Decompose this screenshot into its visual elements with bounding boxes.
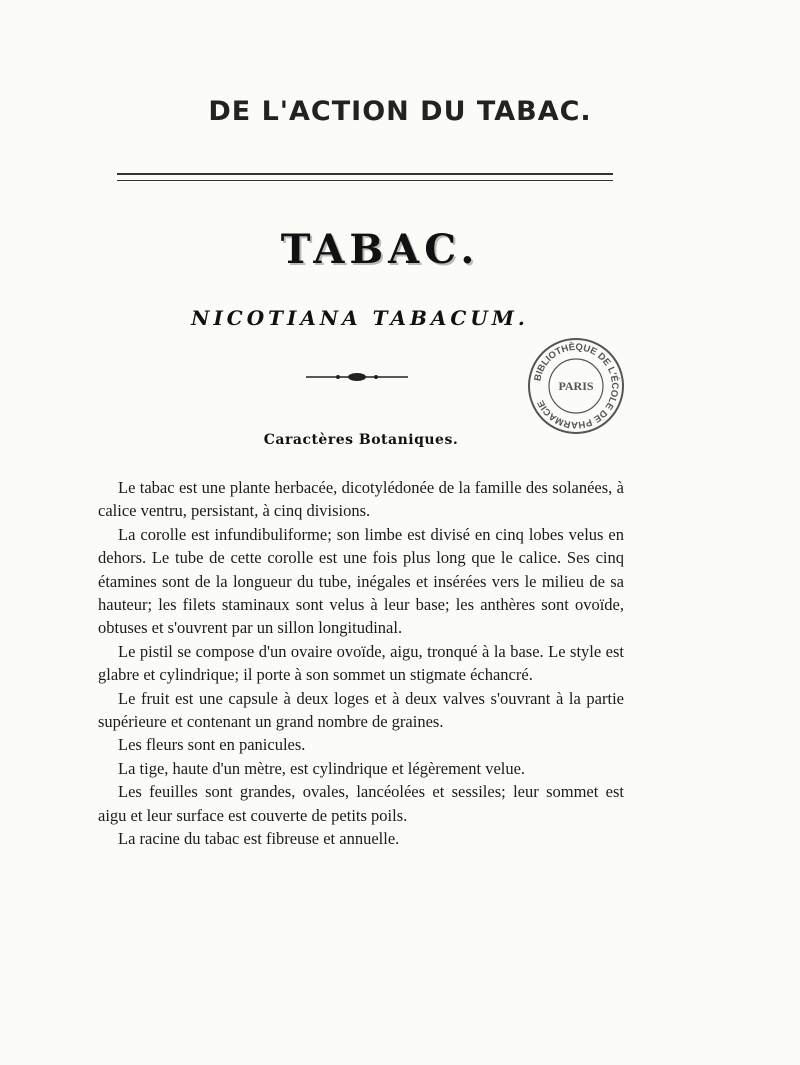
double-rule-bottom: [117, 180, 613, 181]
body-text: [98, 476, 624, 851]
heading-tabac: TABAC.: [280, 226, 480, 273]
paragraph: Les feuilles sont grandes, ovales, lancéolées et sessiles; leur sommet est aigu et leur surface est couverte de petits poils.: [98, 782, 624, 825]
page-title: DE L'ACTION DU TABAC.: [208, 96, 592, 127]
paragraph: Le fruit est une capsule à deux loges et à deux valves s'ouvrant à la partie supérieure et contenant un grand nombre de graines.: [98, 688, 624, 732]
double-rule-top: [117, 173, 613, 175]
paragraph: Le tabac est une plante herbacée, dicotylédonée de la famille des solanées, à calice ventru, persistant, à cinq divisions.: [98, 478, 624, 521]
paragraph: La racine du tabac est fibreuse et annuelle.: [118, 829, 400, 849]
paragraph: La tige, haute d'un mètre, est cylindrique et légèrement velue.: [118, 758, 526, 778]
paragraph: Le pistil se compose d'un ovaire ovoïde, aigu, tronqué à la base. Le style est glabre et cylindrique; il porte à son sommet un stigmate échancré.: [98, 641, 624, 685]
library-stamp: [526, 336, 626, 436]
paragraph: Les fleurs sont en panicules.: [118, 735, 306, 755]
ornament-divider: [306, 371, 408, 383]
stamp-ring-text: BIBLIOTHÈQUE DE L'ÉCOLE DE PHARMACIE: [532, 341, 621, 431]
section-title: Caractères Botaniques.: [263, 432, 459, 448]
latin-name: NICOTIANA TABACUM.: [191, 306, 529, 330]
paragraph: La corolle est infundibuliforme; son limbe est divisé en cinq lobes velus en dehors. Le tube de cette corolle est une fois plus long que le calice. Ses cinq étamines sont de la longueur du tube, inégales et insérées vers le milieu de sa hauteur; les filets staminaux sont velus à leur base; les anthères sont ovoïde, obtuses et s'ouvrent par un sillon longitudinal.: [98, 524, 624, 638]
stamp-center-text: PARIS: [558, 379, 594, 393]
